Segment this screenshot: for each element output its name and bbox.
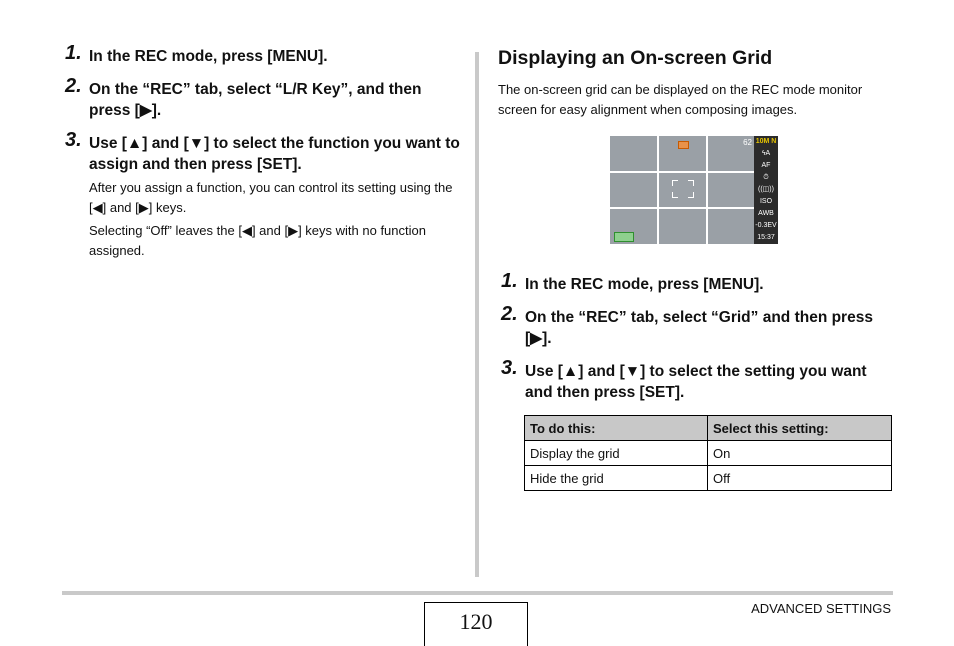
left-step-3 bbox=[62, 129, 462, 261]
page-number: 120 bbox=[424, 602, 528, 646]
table-cell: Hide the grid bbox=[525, 466, 708, 491]
step-number: 1. bbox=[65, 42, 82, 64]
iso-indicator: ISO bbox=[759, 198, 773, 205]
left-step-1 bbox=[62, 42, 462, 67]
table-header-row bbox=[525, 416, 892, 441]
right-step-3 bbox=[498, 357, 898, 403]
focus-frame-icon bbox=[672, 180, 694, 198]
grid-line bbox=[706, 136, 708, 244]
flash-indicator: ϟA bbox=[761, 150, 771, 157]
column-divider bbox=[475, 52, 479, 577]
left-step-2 bbox=[62, 75, 462, 121]
step-text: In the REC mode, press [MENU]. bbox=[89, 48, 328, 65]
table-cell: Off bbox=[708, 466, 892, 491]
exposure-indicator: -0.3EV bbox=[755, 222, 777, 229]
table-row bbox=[525, 441, 892, 466]
step-number: 2. bbox=[65, 75, 82, 97]
battery-icon bbox=[614, 232, 634, 242]
step-number: 3. bbox=[65, 129, 82, 151]
right-step-2 bbox=[498, 303, 898, 349]
step-number: 3. bbox=[501, 357, 518, 379]
step-text: In the REC mode, press [MENU]. bbox=[525, 276, 764, 293]
time-indicator: 15:37 bbox=[757, 234, 775, 241]
step-number: 1. bbox=[501, 270, 518, 292]
footer-section-label: ADVANCED SETTINGS bbox=[751, 601, 891, 616]
step-note-1: After you assign a function, you can control its setting using the [◀] and [▶] keys. bbox=[89, 180, 453, 215]
white-balance-indicator: AWB bbox=[758, 210, 774, 217]
footer-rule bbox=[62, 591, 893, 595]
section-intro: The on-screen grid can be displayed on the REC mode monitor screen for easy alignment when composing images. bbox=[498, 82, 863, 117]
table-row bbox=[525, 466, 892, 491]
table-cell: Display the grid bbox=[525, 441, 708, 466]
shot-count: 62 bbox=[743, 138, 752, 147]
right-column bbox=[498, 46, 898, 491]
monitor-grid-illustration bbox=[610, 136, 778, 244]
recording-mode-icon bbox=[678, 141, 689, 149]
step-number: 2. bbox=[501, 303, 518, 325]
step-text: On the “REC” tab, select “L/R Key”, and then press [▶]. bbox=[89, 81, 422, 119]
status-indicator-bar bbox=[754, 136, 778, 244]
step-text: On the “REC” tab, select “Grid” and then press [▶]. bbox=[525, 309, 873, 347]
table-cell: On bbox=[708, 441, 892, 466]
step-text: Use [▲] and [▼] to select the function you want to assign and then press [SET]. bbox=[89, 135, 460, 173]
stabilizer-icon: ((◫)) bbox=[758, 186, 774, 193]
section-title: Displaying an On-screen Grid bbox=[498, 47, 773, 69]
image-size-indicator: 10M N bbox=[755, 138, 777, 145]
step-text: Use [▲] and [▼] to select the setting you want and then press [SET]. bbox=[525, 363, 867, 401]
left-column bbox=[62, 42, 462, 273]
grid-line bbox=[610, 207, 756, 209]
table-header: To do this: bbox=[525, 416, 708, 441]
step-note-2: Selecting “Off” leaves the [◀] and [▶] keys with no function assigned. bbox=[89, 223, 426, 258]
grid-line bbox=[657, 136, 659, 244]
grid-line bbox=[610, 171, 756, 173]
grid-settings-table bbox=[524, 415, 892, 491]
focus-indicator: AF bbox=[761, 162, 771, 169]
table-header: Select this setting: bbox=[708, 416, 892, 441]
right-step-1 bbox=[498, 270, 898, 295]
self-timer-icon: ⏱ bbox=[763, 174, 769, 181]
